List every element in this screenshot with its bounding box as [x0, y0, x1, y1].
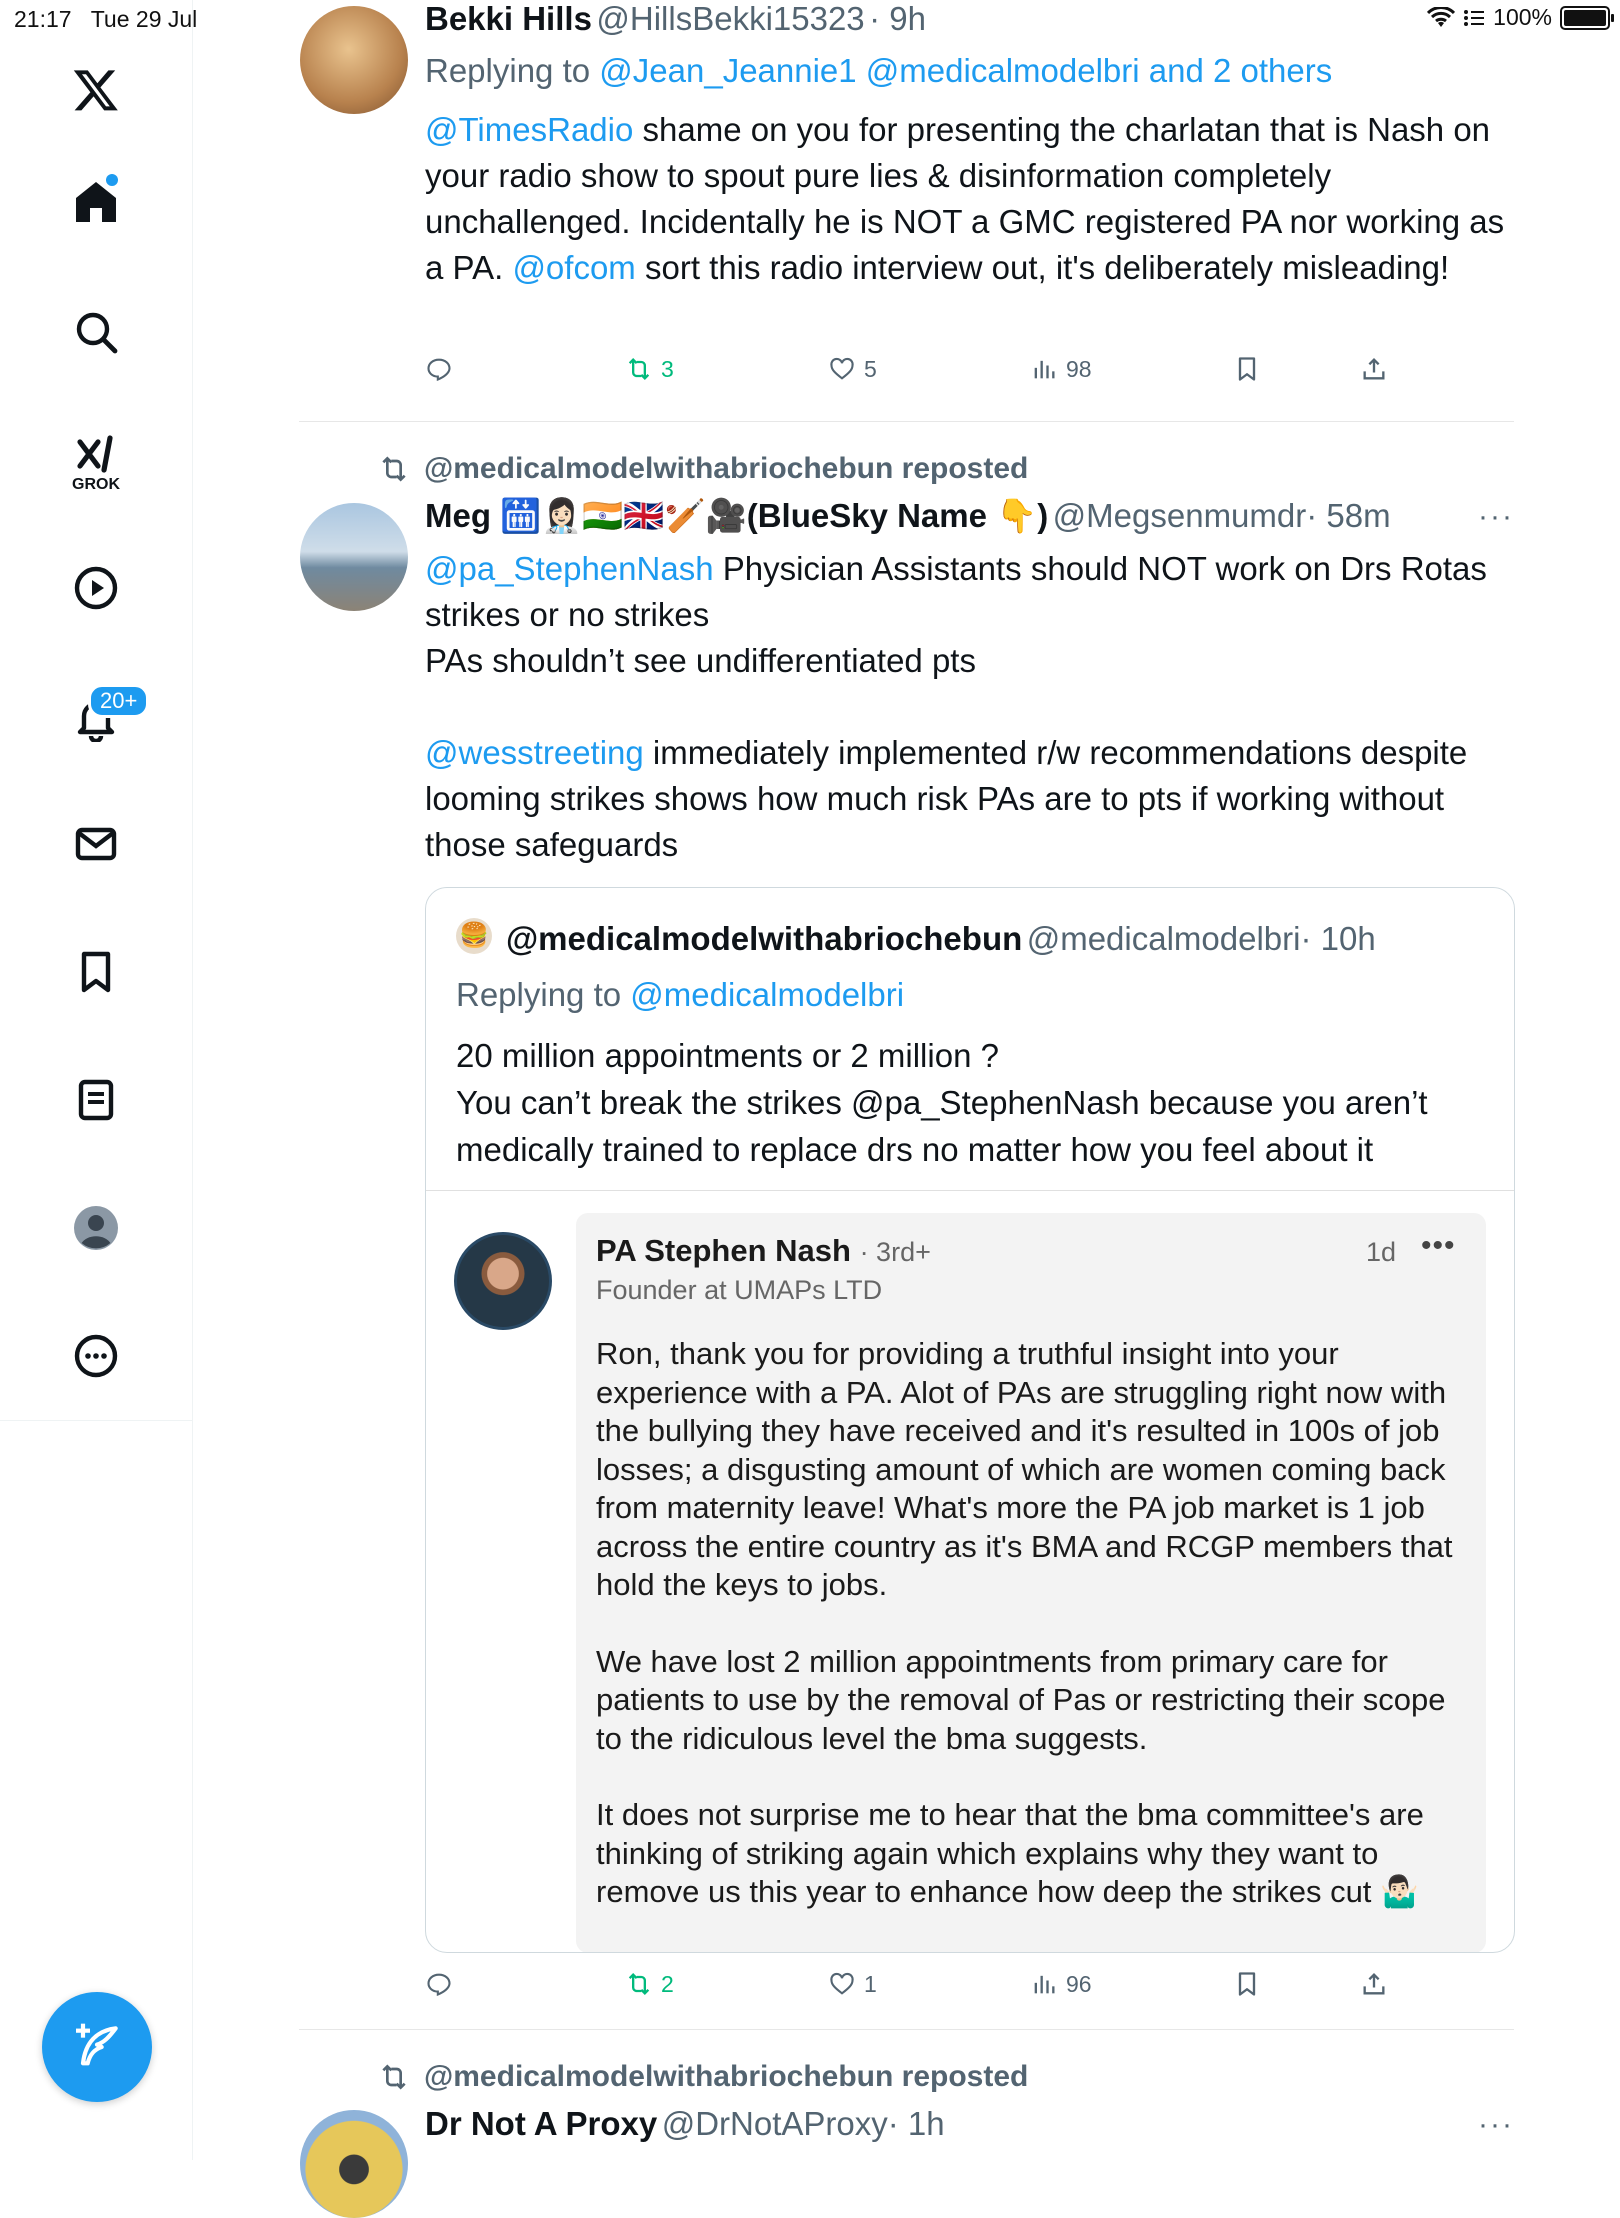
bookmarks-icon[interactable]	[56, 932, 136, 1012]
linkedin-name: PA Stephen Nash	[596, 1233, 851, 1268]
mention-link[interactable]: @pa_StephenNash	[425, 550, 714, 587]
grok-label: GROK	[72, 476, 120, 493]
reply-button[interactable]	[425, 1970, 453, 1998]
post-text-part: PAs shouldn’t see undifferentiated pts	[425, 642, 976, 679]
views-button[interactable]	[1030, 1970, 1092, 1998]
quote-replying-to	[456, 976, 904, 1014]
post-actions	[420, 1970, 1420, 2010]
like-button[interactable]	[828, 1970, 877, 1998]
share-icon	[1360, 1970, 1388, 1998]
like-count: 1	[864, 1970, 877, 1997]
quote-author-name: @medicalmodelwithabriochebun	[506, 920, 1023, 957]
status-time: 21:17	[14, 6, 72, 32]
home-unread-dot	[106, 174, 118, 186]
quote-time: · 10h	[1300, 920, 1376, 957]
post-text	[425, 546, 1515, 868]
lists-icon[interactable]	[56, 1060, 136, 1140]
linkedin-comment-text	[596, 1335, 1476, 1912]
repost-label: @medicalmodelwithabriochebun reposted	[424, 2060, 1029, 2093]
linkedin-paragraph: It does not surprise me to hear that the bma committee's are thinking of striking again which explains why they want to remove us this year to enhance how deep the strikes cut	[596, 1797, 1424, 1909]
linkedin-degree: · 3rd+	[859, 1237, 931, 1267]
author-name[interactable]: Bekki Hills	[425, 0, 592, 37]
replying-prefix: Replying to	[456, 976, 622, 1013]
post-text	[425, 107, 1515, 291]
post-time: · 1h	[887, 2105, 945, 2142]
status-date: Tue 29 Jul	[90, 6, 198, 32]
compose-feather-icon	[69, 2019, 125, 2075]
bookmark-icon	[1233, 1970, 1261, 1998]
mention-link[interactable]: @TimesRadio	[425, 111, 634, 148]
share-button[interactable]	[1360, 355, 1388, 383]
retweet-icon	[625, 355, 653, 383]
heart-icon	[828, 1970, 856, 1998]
linkedin-comment-card	[576, 1213, 1486, 1953]
messages-envelope-icon[interactable]	[56, 804, 136, 884]
view-count: 98	[1066, 355, 1092, 382]
retweet-icon	[378, 2061, 410, 2093]
post-header	[425, 497, 1391, 536]
reply-icon	[425, 355, 453, 383]
bookmark-icon	[1233, 355, 1261, 383]
replying-to	[425, 52, 1332, 90]
retweet-count: 2	[661, 1970, 674, 1997]
compose-post-button[interactable]	[42, 1992, 152, 2102]
quote-author-handle: @medicalmodelbri	[1026, 920, 1301, 957]
linkedin-time: 1d	[1366, 1237, 1397, 1267]
home-icon[interactable]	[56, 162, 136, 242]
profile-avatar-icon[interactable]	[56, 1188, 136, 1268]
views-chart-icon	[1030, 1970, 1058, 1998]
like-count: 5	[864, 355, 877, 382]
author-handle[interactable]: @DrNotAProxy	[661, 2105, 888, 2142]
repost-indicator[interactable]	[378, 452, 1028, 486]
search-icon[interactable]	[56, 292, 136, 372]
post-text-part: shame on you for presenting the charlatan that is Nash on your radio show to spout pure lies & disinformation completely unchallenged. Incidentally he is NOT a GMC registered PA nor working as a PA.	[425, 111, 1505, 286]
mention-link[interactable]: @ofcom	[512, 249, 636, 286]
sidebar-separator	[0, 1420, 192, 1421]
shrug-emoji: 🤷🏻‍♂️	[1380, 1874, 1419, 1909]
battery-icon	[1560, 6, 1610, 30]
avatar[interactable]	[300, 503, 408, 611]
post-text-part: immediately implemented r/w recommendations despite looming strikes shows how much risk PAs are to pts if working without those safeguards	[425, 734, 1468, 863]
linkedin-header	[596, 1233, 931, 1269]
heart-icon	[828, 355, 856, 383]
reply-icon	[425, 1970, 453, 1998]
post-header	[425, 2105, 945, 2143]
x-logo-icon[interactable]	[56, 50, 136, 130]
retweet-button[interactable]	[625, 1970, 674, 1998]
sidebar	[0, 0, 193, 2160]
linkedin-paragraph: Ron, thank you for providing a truthful insight into your experience with a PA. Alot of PAs are struggling right now with the bullying they have received and it's resulted in 100s of job losses; a disgusting amount of which are women coming back from maternity leave! What's more the PA job market is 1 job across the entire country as it's BMA and RCGP members that hold the keys to jobs.	[596, 1336, 1453, 1602]
quote-line: You can’t break the strikes @pa_StephenNash because you aren’t medically trained to replace drs no matter how you feel about it	[456, 1084, 1428, 1168]
quote-media-separator	[426, 1190, 1514, 1191]
replying-prefix: Replying to	[425, 52, 591, 89]
views-button[interactable]	[1030, 355, 1092, 383]
retweet-button[interactable]	[625, 355, 674, 383]
repost-label: @medicalmodelwithabriochebun reposted	[424, 452, 1029, 485]
views-chart-icon	[1030, 355, 1058, 383]
replying-to-users[interactable]: @Jean_Jeannie1 @medicalmodelbri and 2 others	[599, 52, 1333, 89]
quote-header	[506, 920, 1376, 958]
mention-link[interactable]: @wesstreeting	[425, 734, 644, 771]
retweet-icon	[378, 453, 410, 485]
author-name[interactable]: Dr Not A Proxy	[425, 2105, 658, 2142]
avatar[interactable]	[300, 2110, 408, 2218]
share-icon	[1360, 355, 1388, 383]
linkedin-headline: Founder at UMAPs LTD	[596, 1275, 883, 1305]
video-play-icon[interactable]	[56, 548, 136, 628]
bookmark-button[interactable]	[1233, 1970, 1261, 1998]
author-handle[interactable]: @HillsBekki15323	[596, 0, 865, 37]
post-divider	[299, 421, 1514, 422]
repost-indicator[interactable]	[378, 2060, 1028, 2094]
post-more-icon[interactable]: ···	[1478, 2108, 1514, 2141]
battery-percent: 100%	[1493, 4, 1552, 30]
post-header	[425, 0, 926, 38]
linkedin-more-icon: •••	[1421, 1229, 1456, 1262]
post-time: · 9h	[869, 0, 926, 37]
status-indicators	[1427, 4, 1610, 31]
post-time: · 58m	[1306, 497, 1391, 534]
linkedin-paragraph: We have lost 2 million appointments from primary care for patients to use by the removal of Pas or restricting their scope to the ridiculous level the bma suggests.	[596, 1643, 1446, 1756]
quoted-post[interactable]	[425, 887, 1515, 1953]
quote-avatar	[456, 918, 492, 954]
quote-line: 20 million appointments or 2 million ?	[456, 1037, 999, 1074]
retweet-icon	[625, 1970, 653, 1998]
reply-button[interactable]	[425, 355, 453, 383]
retweet-count: 3	[661, 355, 674, 382]
more-options-icon[interactable]	[56, 1316, 136, 1396]
linkedin-avatar	[454, 1232, 552, 1330]
quote-text	[456, 1032, 1496, 1173]
quote-avatar-emoji: 🍔	[459, 922, 489, 949]
like-button[interactable]	[828, 355, 877, 383]
post-actions	[420, 355, 1420, 395]
post-text-part: Physician Assistants should NOT work on Drs Rotas strikes or no strikes	[425, 550, 1487, 633]
share-button[interactable]	[1360, 1970, 1388, 1998]
bookmark-button[interactable]	[1233, 355, 1261, 383]
author-handle[interactable]: @Megsenmumdr	[1052, 497, 1307, 534]
post-divider	[299, 2029, 1514, 2030]
post-text-part: sort this radio interview out, it's deliberately misleading!	[635, 249, 1450, 286]
avatar[interactable]	[300, 6, 408, 114]
wifi-icon	[1427, 7, 1455, 29]
list-status-icon	[1463, 8, 1485, 28]
author-name[interactable]: Meg 🛗👩🏻‍⚕️🇮🇳🇬🇧🏏🎥(BlueSky Name 👇)	[425, 497, 1049, 534]
notification-badge: 20+	[88, 684, 149, 718]
replying-to-users: @medicalmodelbri	[630, 976, 905, 1013]
view-count: 96	[1066, 1970, 1092, 1997]
post-more-icon[interactable]: ···	[1478, 500, 1514, 533]
